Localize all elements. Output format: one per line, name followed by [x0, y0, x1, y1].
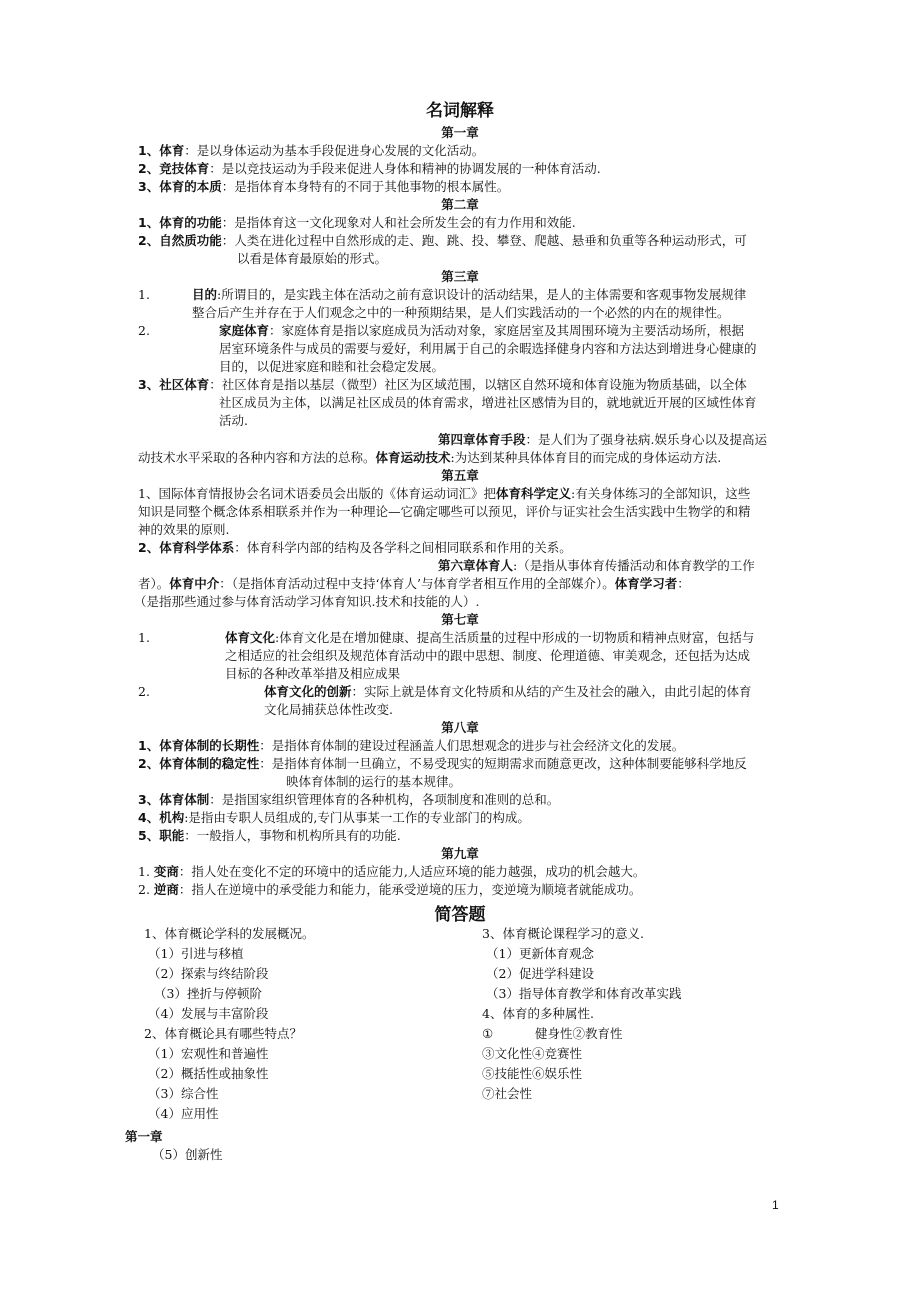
ch7-item-1-cont-1: 之相适应的社会组织及规范体育活动中的跟中思想、制度、伦理道德、审美观念，还包括为达成: [225, 648, 751, 663]
ch3-item-1-num: 1.: [138, 287, 150, 302]
q4-line-1: 健身性②教育性: [535, 1026, 623, 1041]
q4-line-1-marker: ①: [482, 1026, 494, 1041]
ch8-item-5: 5、职能：一般指人，事物和机构所具有的功能.: [138, 828, 401, 843]
ch7-item-1: 体育文化:体育文化是在增加健康、提高生活质量的过程中形成的一切物质和精神点财富，包括与: [225, 630, 755, 645]
ch3-item-2-cont-1: 居室环境条件与成员的需要与爱好，利用属于自己的余暇选择健身内容和方法达到增进身心健康的: [219, 341, 757, 356]
ch1-item-1: 1、体育：是以身体运动为基本手段促进身心发展的文化活动。: [138, 143, 485, 158]
ch4-line-2: 动技术水平采取的各种内容和方法的总称。体育运动技术:为达到某种具体体育目的而完成的身体运动方法.: [138, 450, 722, 465]
ch8-item-1: 1、体育体制的长期性：是指体育体制的建设过程涵盖人们思想观念的进步与社会经济文化的发展。: [138, 738, 685, 753]
ch3-item-3: 3、社区体育：社区体育是指以基层（微型）社区为区域范围，以辖区自然环境和体育设施为物质基础，以全体: [138, 377, 747, 392]
ch9-item-2: 2. 逆商：指人在逆境中的承受能力和能力，能承受逆境的压力，变逆境为顺境者就能成功。: [138, 882, 642, 897]
ch7-item-2-num: 2.: [138, 684, 150, 699]
q1-item-2: （2）探索与终结阶段: [148, 966, 269, 981]
ch8-item-2-cont: 映体育体制的运行的基本规律。: [286, 774, 462, 789]
chapter-2-heading: 第二章: [441, 197, 479, 212]
q2-item-2: （2）概括性或抽象性: [148, 1066, 269, 1081]
ch2-item-2: 2、自然质功能：人类在进化过程中自然形成的走、跑、跳、投、攀登、爬越、悬垂和负重等各种运动形式，可: [138, 233, 747, 248]
ch6-heading-line: 第六章体育人:（是指从事体育传播活动和体育教学的工作: [438, 558, 755, 573]
chapter-8-heading: 第八章: [441, 720, 479, 735]
ch8-item-3: 3、体育体制：是指国家组织管理体育的各种机构，各项制度和准则的总和。: [138, 792, 560, 807]
ch3-item-1: 目的:所谓目的，是实践主体在活动之前有意识设计的活动结果，是人的主体需要和客观事物发展规律: [192, 287, 747, 302]
ch3-item-2: 家庭体育：家庭体育是指以家庭成员为活动对象，家庭居室及其周围环境为主要活动场所，根据: [219, 323, 745, 338]
question-3: 3、体育概论课程学习的意义.: [482, 926, 644, 941]
q4-line-4: ⑦社会性: [482, 1086, 533, 1101]
question-1: 1、体育概论学科的发展概况。: [144, 926, 315, 941]
ch9-item-1: 1. 变商：指人处在变化不定的环境中的适应能力,人适应环境的能力越强，成功的机会越大。: [138, 864, 646, 879]
ch3-item-1-cont: 整合后产生并存在于人们观念之中的一种预期结果，是人们实践活动的一个必然的内在的规律性。: [192, 305, 730, 320]
q3-item-1: （1）更新体育观念: [486, 946, 594, 961]
page-title: 名词解释: [426, 101, 494, 121]
q2-item-3: （3）综合性: [148, 1086, 219, 1101]
ch3-item-2-cont-2: 目的，以促进家庭和睦和社会稳定发展。: [219, 359, 445, 374]
chapter-1-heading: 第一章: [441, 125, 479, 140]
q2-item-4: （4）应用性: [148, 1106, 219, 1121]
chapter-5-heading: 第五章: [441, 468, 479, 483]
ch1-item-2: 2、竞技体育：是以竞技运动为手段来促进人身体和精神的协调发展的一种体育活动.: [138, 161, 601, 176]
q4-line-3: ⑤技能性⑥娱乐性: [482, 1066, 583, 1081]
ch3-item-3-cont-2: 活动.: [219, 413, 248, 428]
question-4: 4、体育的多种属性.: [482, 1006, 594, 1021]
ch7-item-1-num: 1.: [138, 630, 150, 645]
chapter-9-heading: 第九章: [441, 846, 479, 861]
ch7-item-2-cont: 文化局捕获总体性改变.: [264, 702, 393, 717]
ch1-item-3: 3、体育的本质：是指体育本身特有的不同于其他事物的根本属性。: [138, 179, 510, 194]
ch2-item-1: 1、体育的功能：是指体育这一文化现象对人和社会所发生会的有力作用和效能.: [138, 215, 576, 230]
q4-line-2: ③文化性④竞赛性: [482, 1046, 583, 1061]
stray-chapter-heading: 第一章: [125, 1129, 163, 1144]
q2-item-1: （1）宏观性和普遍性: [148, 1046, 269, 1061]
q2-item-5: （5）创新性: [152, 1147, 223, 1162]
ch7-item-1-cont-2: 目标的各种改革举措及相应成果: [225, 666, 401, 681]
ch6-line-3: （是指那些通过参与体育活动学习体育知识.技术和技能的人）.: [134, 594, 480, 609]
q3-item-2: （2）促进学科建设: [486, 966, 594, 981]
question-2: 2、体育概论具有哪些特点？: [144, 1026, 302, 1041]
page-number: 1: [772, 1198, 779, 1212]
q1-item-3: （3）挫折与停顿阶: [154, 986, 262, 1001]
ch5-line-4: 2、体育科学体系：体育科学内部的结构及各学科之间相同联系和作用的关系。: [138, 540, 572, 555]
ch6-line-2: 者）。体育中介：（是指体育活动过程中支持‘体育人’与体育学者相互作用的全部媒介）。体育学习者：: [138, 576, 690, 591]
q3-item-3: （3）指导体育教学和体育改革实践: [486, 986, 682, 1001]
ch3-item-2-num: 2.: [138, 323, 150, 338]
ch8-item-4: 4、机构:是指由专职人员组成的,专门从事某一工作的专业部门的构成。: [138, 810, 530, 825]
chapter-3-heading: 第三章: [441, 269, 479, 284]
chapter-7-heading: 第七章: [441, 612, 479, 627]
ch2-item-2-cont: 以看是体育最原始的形式。: [237, 251, 388, 266]
section-title-short-answer: 简答题: [434, 905, 486, 925]
ch8-item-2: 2、体育体制的稳定性：是指体育体制一旦确立，不易受现实的短期需求而随意更改，这种体制要能够科学地反: [138, 756, 747, 771]
q1-item-1: （1）引进与移植: [148, 946, 244, 961]
ch5-line-1: 1、国际体育情报协会名词术语委员会出版的《体育运动词汇》把体育科学定义:有关身体练习的全部知识，这些: [138, 486, 751, 501]
ch3-item-3-cont-1: 社区成员为主体，以满足社区成员的体育需求，增进社区感情为目的，就地就近开展的区域性体育: [219, 395, 757, 410]
ch5-line-3: 神的效果的原则.: [138, 522, 230, 537]
ch7-item-2: 体育文化的创新：实际上就是体育文化特质和从结的产生及社会的融入，由此引起的体育: [264, 684, 752, 699]
ch5-line-2: 知识是同整个概念体系相联系并作为一种理论—它确定哪些可以预见，评价与证实社会生活实践中生物学的和精: [138, 504, 751, 519]
ch4-heading-line: 第四章体育手段：是人们为了强身祛病.娱乐身心以及提高运: [438, 432, 767, 447]
q1-item-4: （4）发展与丰富阶段: [148, 1006, 269, 1021]
